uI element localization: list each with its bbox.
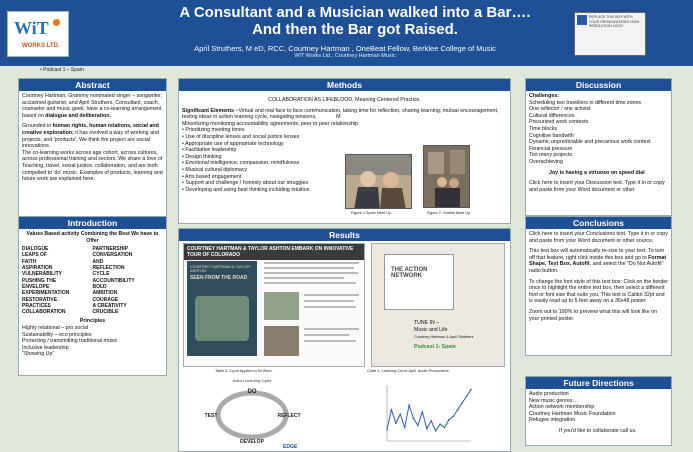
placeholder-logo-icon <box>577 15 587 25</box>
cycle-test: TEST <box>204 413 218 419</box>
fig1-caption: Figure 1.Spain Meet Up. <box>351 211 393 215</box>
future-body <box>526 389 671 437</box>
logo-subtext: WORKS LTD. <box>22 43 60 49</box>
podcast-bullet: • Podcast 1 – Spain <box>40 67 84 73</box>
joy-line: Joy is having a virtuoso on speed dial <box>549 169 645 176</box>
abstract-p2-bold: human rights, human relations, social and creative exploration; <box>22 123 159 136</box>
value-item: LEAPS OF FAITH <box>22 252 48 265</box>
challenge-item: Cognitive bandwith <box>529 132 574 139</box>
cycle-develop: DEVELOP <box>240 439 264 445</box>
logo-dot-icon <box>53 19 60 26</box>
learning-curve-point <box>453 416 455 418</box>
method-bullet: • Use of discipline lenses and social justice lenses <box>182 134 507 141</box>
abstract-p2-tail: it has evolved a way of working and projects, and 'products'. We think the project are social innovations. <box>22 129 159 150</box>
conclusions-p2-text: This text box will automatically re-size to your text. To turn off that feature, right click inside this box and go to <box>529 248 665 261</box>
action-network-text: THE ACTION NETWORK <box>391 267 428 279</box>
value-item: EXPERIMENTATION <box>22 290 70 297</box>
learning-curve-point <box>430 420 432 422</box>
tune-in: TUNE IN – <box>414 320 440 326</box>
discussion-heading: Discussion <box>526 79 671 91</box>
future-item: Refugee integration <box>529 417 576 424</box>
logo-placeholder <box>574 12 646 56</box>
conclusions-p2 <box>529 248 668 274</box>
learning-curve-point <box>435 430 437 432</box>
conclusions-p4: Zoom out to 100% to preview what this will look like on your printed poster. <box>529 308 658 322</box>
album-title: COURTNEY HARTMAN & TAYLOR ASHTON <box>190 265 251 273</box>
value-item: DIALOGUE <box>22 246 49 253</box>
chart1-caption: Chart 1. Learning Curve April. Audio Productions. <box>367 369 450 373</box>
future-item: New music genres… <box>529 397 578 404</box>
values-left <box>22 246 93 315</box>
challenge-item: Cultural differences <box>529 112 575 119</box>
challenge-item: One reflector / one activist <box>529 106 591 113</box>
method-bullet: • Facilitative leadership <box>182 147 507 154</box>
method-bullet: • Support and challenge / honesty about our struggles <box>182 180 507 187</box>
principle-item: Inclusive leadership <box>22 344 69 351</box>
title-banner <box>0 0 693 66</box>
abstract-section <box>18 78 167 217</box>
methods-heading: Methods <box>179 79 510 91</box>
learning-curve-point <box>444 427 446 429</box>
principles-title: Principles <box>79 318 106 325</box>
challenge-item: Dynamic unpredictable and precarious work context <box>529 139 651 146</box>
values-right <box>93 246 164 315</box>
challenge-item: Overachieving <box>529 158 563 165</box>
album-art <box>195 296 249 341</box>
learning-curve-point <box>422 411 424 413</box>
method-bullet: • Arts based engagement <box>182 174 507 181</box>
challenges-label: Challenges: <box>529 93 560 99</box>
learning-curve-point <box>448 419 450 421</box>
introduction-section <box>18 216 167 376</box>
method-bullet: • Musical cultural diplomacy <box>182 167 507 174</box>
learning-curve-chart <box>379 377 479 449</box>
sig-text: –Virtual and real face to face communication, taking time for reflection, sharing learning, mutual encouragement, testing ideas in action learning cycle, navigating tensions, <box>182 107 499 121</box>
music-and-life: Music and Life <box>414 326 448 333</box>
principle-item: Sustainability – eco principles <box>22 331 92 338</box>
learning-curve-point <box>466 395 468 397</box>
values-columns <box>22 246 163 315</box>
challenge-item: Financial pressure <box>529 145 573 152</box>
method-bullet: • Design thinking <box>182 154 507 161</box>
album-cover <box>187 261 257 356</box>
learning-curve-point <box>417 425 419 427</box>
abstract-p1-text: Courtney Hartman, Grammy nominated singer – songwriter, acclaimed guitarist; and April Struthers, Consultant, coach, counselor and music geek; have a co-learning arrangement based on <box>22 93 163 119</box>
logo-text: WiT <box>14 18 49 38</box>
album-subtitle: SEEN FROM THE ROAD <box>190 275 248 281</box>
methods-section <box>178 78 511 224</box>
future-item: Courtney Hartman Music Foundation <box>529 410 616 417</box>
cycle-do: DO <box>247 389 257 395</box>
learning-curve-point <box>439 423 441 425</box>
article-text-lines <box>264 262 362 362</box>
future-closing: If you'd like to collaborate call us. <box>559 427 637 434</box>
value-item: A CREATIVITY <box>92 302 127 309</box>
conclusions-p3: To change the font style of this text box: Click on the border once to highlight the entire text box, then select a different font or font size that suits you. This text is Calibri 32pt and is easily read up to 5 feet away on a 36x48 poster. <box>529 278 668 305</box>
podcast-label: Podcast 1- Spain <box>414 344 456 351</box>
value-item: ACCOUNTIBILITY <box>92 277 135 284</box>
learning-curve-point <box>457 409 459 411</box>
cycle-title: Action Learning Cycle <box>232 378 272 383</box>
challenge-item: Presurized work contexts <box>529 119 589 126</box>
conclusions-body <box>526 229 671 324</box>
discussion-body <box>526 91 671 195</box>
podcast-card <box>414 320 474 351</box>
learning-curve-point <box>386 429 388 431</box>
principle-item: "Showing Up" <box>22 351 55 358</box>
table1-caption: Table 1. Cycle Applied to All Work. <box>215 369 273 373</box>
value-item: CONVERSATION AND REFLECTION <box>92 252 133 272</box>
value-item: PARTNERSHIP <box>92 246 128 253</box>
learning-curve-point <box>391 409 393 411</box>
affiliation: WiT Works Ltd.; Courtney Hartman Music <box>294 53 396 59</box>
abstract-p1-bold: dialogue and deliberation. <box>45 112 111 119</box>
conclusions-p2-bold: Format Shape, Text Box, Autofit <box>529 254 667 268</box>
placeholder-text: REPLACE THIS BOX WITH YOUR ORGANIZATION'S HIGH RESOLUTION LOGO <box>589 15 640 28</box>
principles-list <box>22 325 163 358</box>
challenge-item: Too many projects <box>529 152 572 159</box>
conclusions-section <box>525 216 672 356</box>
abstract-p3: The co-learning works across age cohort, across cultures, across professional training and sectors. We share a love of Teaching, travel, social justice, collaboration, and are both compelled to 'do' music. Examples of products, learning and future work are explained here. <box>22 149 163 183</box>
method-bullet: • Appropriate use of appropriate technology <box>182 141 507 148</box>
authors: April Struthers, M eD, RCC, Courtney Hartman , OneBeat Fellow, Berklee College of Music <box>194 44 496 53</box>
cycle-reflect: REFLECT <box>277 413 301 419</box>
discussion-placeholder: Click here to insert your Discussion text. Type it in or copy and paste from your Word document or other <box>529 180 665 193</box>
value-item: VULNERABILITY <box>22 271 62 278</box>
challenges-list <box>529 100 668 166</box>
principle-item: Protecting / transmitting traditional music <box>22 338 118 345</box>
value-item: CRUCIBLE <box>92 309 119 316</box>
action-network-card <box>371 243 505 367</box>
methods-lead: COLLABORATION AS LIFEBLOOD. Meaning Centered Practice. <box>268 97 421 103</box>
learning-curve-point <box>404 427 406 429</box>
principle-item: Highly relational – pro social <box>22 325 89 332</box>
learning-curve-point <box>413 418 415 420</box>
value-item: CYCLE <box>92 271 110 278</box>
abstract-heading: Abstract <box>19 79 166 91</box>
chart-background <box>379 377 479 449</box>
introduction-body <box>19 229 166 360</box>
method-bullet: • Emotional intelligence, compassion, mindfulness <box>182 160 507 167</box>
web-article-screenshot <box>183 243 365 367</box>
learning-curve-point <box>395 422 397 424</box>
sig-tail: M <box>336 114 341 121</box>
learning-curve-point <box>426 428 428 430</box>
poster-title <box>100 4 610 38</box>
discussion-section <box>525 78 672 216</box>
learning-curve-point <box>470 389 472 391</box>
values-title: Values Based activity Combining the Best We have to Offer <box>26 231 159 244</box>
value-item: BOLD AMBITION <box>92 283 118 297</box>
future-item: Audio production <box>529 391 569 397</box>
value-item: COLLABORATION <box>22 309 66 316</box>
abstract-p2-text: Grounded in <box>22 123 53 130</box>
learning-curve-point <box>408 404 410 406</box>
methods-significant <box>182 108 507 121</box>
abstract-p2 <box>22 123 163 149</box>
conclusions-p2-tail: , and select the "Do Not Autofit" radio button. <box>529 261 664 274</box>
title-line-2: And then the Bar got Raised. <box>252 21 458 38</box>
action-network-logo <box>384 254 454 310</box>
future-section <box>525 376 672 446</box>
future-item: Action network membership <box>529 404 595 411</box>
web-banner: COURTNEY HARTMAN & TAYLOR ASHTON EMBARK ON INNOVATIVE TOUR OF COLORADO <box>184 244 364 260</box>
sig-text-2: Minoritizing monitoring accountability agreements, peer to peer relationship <box>182 120 359 127</box>
learning-curve-point <box>461 402 463 404</box>
wit-works-logo <box>7 11 69 57</box>
future-list <box>529 391 668 424</box>
abstract-p1 <box>22 93 163 119</box>
learning-curve-point <box>399 413 401 415</box>
action-learning-cycle <box>197 375 307 451</box>
conclusions-heading: Conclusions <box>526 217 671 229</box>
future-heading: Future Directions <box>526 377 671 389</box>
value-item: COURAGE <box>92 296 119 303</box>
value-item: PUSHING THE ENVELOPE <box>22 277 57 290</box>
title-line-1: A Consultant and a Musician walked into a Bar…. <box>179 4 531 21</box>
seattle-meetup-photo <box>423 145 470 208</box>
method-bullet: • Developing and using best thinking including intuition <box>182 187 507 194</box>
conclusions-p1: Click here to insert your Conclusions text. Type it in or copy and paste from your Word document or other source. <box>529 231 668 244</box>
results-section <box>178 228 511 452</box>
results-heading: Results <box>179 229 510 241</box>
fig2-caption: Figure 2. Seattle Meet Up <box>427 211 471 215</box>
challenge-item: Scheduling two travellers in different time zones <box>529 99 642 106</box>
value-item: RESTORATIVE PRACTICES <box>22 296 58 309</box>
introduction-heading: Introduction <box>19 217 166 229</box>
music-and-life-authors: Courtney Hartman & April Struthers <box>414 334 474 339</box>
abstract-body <box>19 91 166 185</box>
sig-label: Significant Elements <box>182 107 235 114</box>
spain-meetup-photo <box>345 154 412 209</box>
value-item: ASPIRATION <box>22 265 53 272</box>
challenge-item: Time blocks <box>529 125 558 132</box>
method-bullet: • Prioritizing meeting times <box>182 127 507 134</box>
edge-logo: EDGE <box>283 444 298 450</box>
podcast-bullet-text: Podcast 1 – Spain <box>43 67 84 73</box>
